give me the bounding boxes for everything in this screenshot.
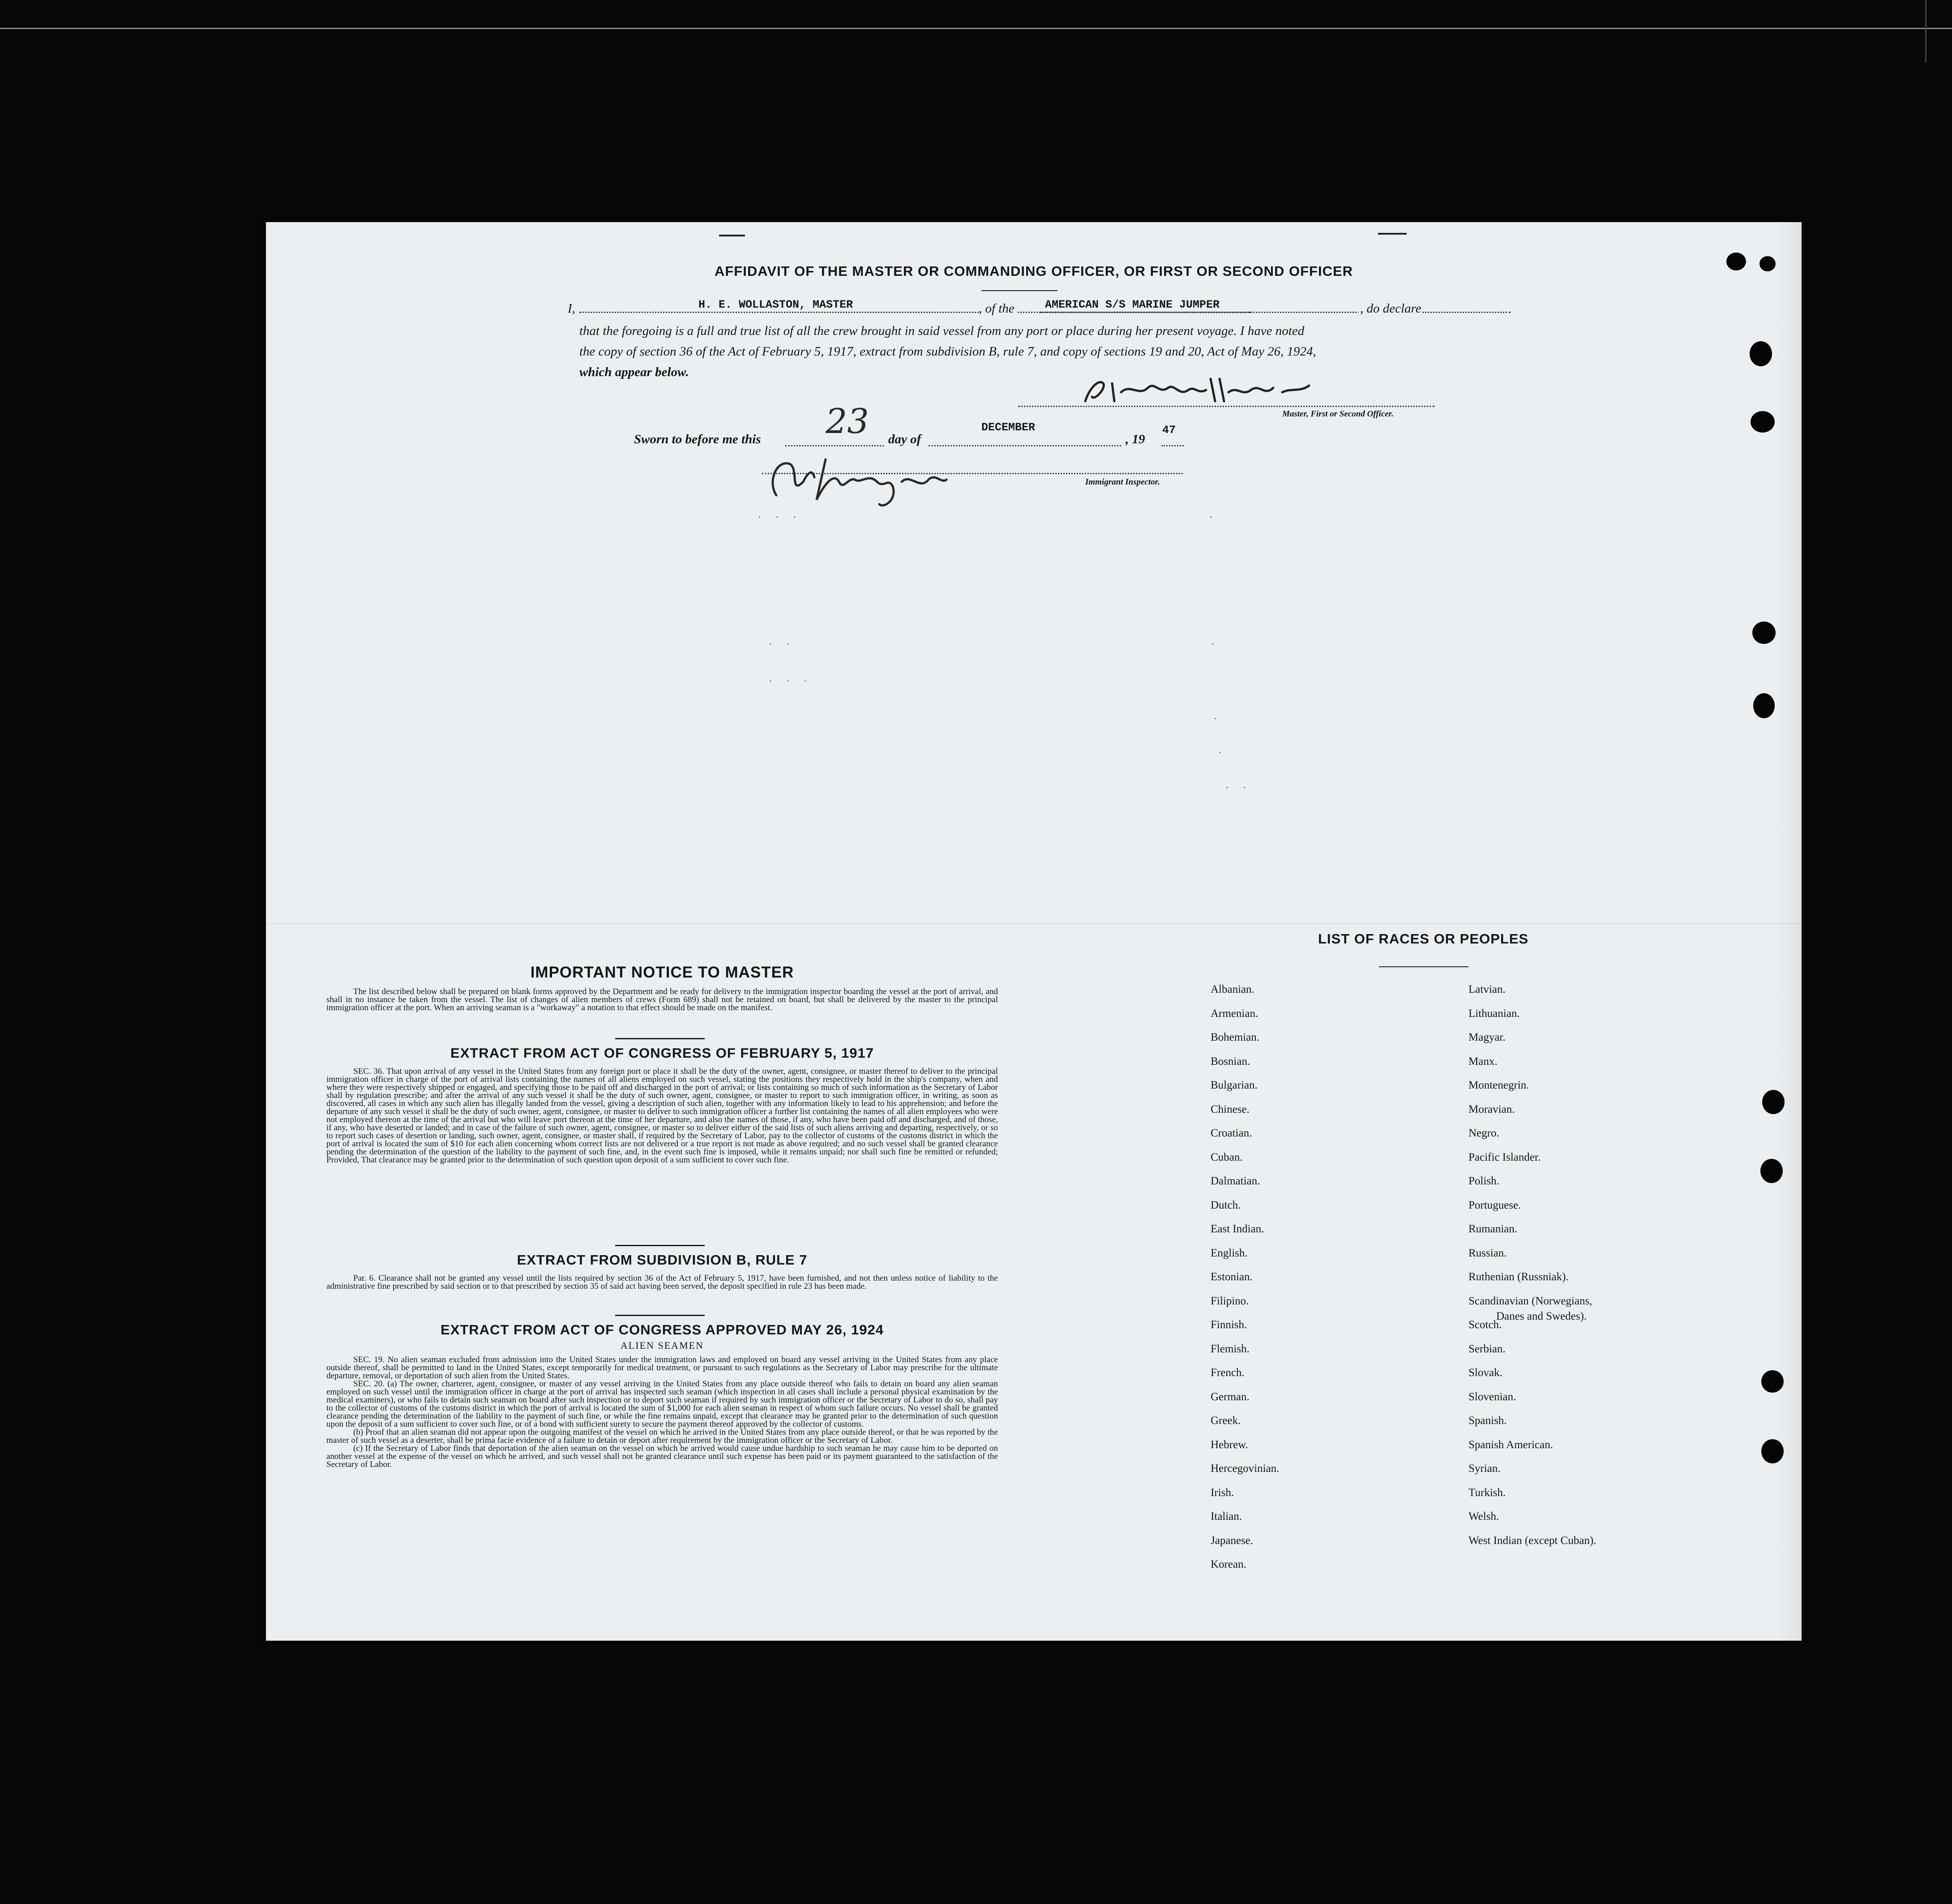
title-rule: [981, 290, 1057, 291]
stray-marks: .: [1214, 710, 1223, 721]
of-the-label: , of the: [979, 298, 1016, 319]
master-signature: [1072, 370, 1340, 410]
race-item: Armenian.: [1211, 1007, 1259, 1020]
race-item: Dutch.: [1211, 1199, 1241, 1211]
notice-section: [326, 964, 998, 1012]
sworn-label: Sworn to before me this: [634, 432, 761, 446]
master-name-field: H. E. WOLLASTON, MASTER: [698, 298, 853, 311]
race-item: Dalmatian.: [1211, 1175, 1260, 1187]
race-item: Danes and Swedes).: [1496, 1310, 1587, 1322]
race-item: Japanese.: [1211, 1534, 1254, 1547]
punch-hole: [1761, 1439, 1784, 1463]
race-item: Korean.: [1211, 1558, 1246, 1570]
stray-marks: .: [1219, 744, 1228, 755]
races-right-column: [1468, 983, 1737, 1565]
vessel-dots: [1040, 312, 1511, 313]
race-item: Bohemian.: [1211, 1031, 1260, 1043]
extract-1924-section: [326, 1322, 998, 1469]
race-item: Finnish.: [1211, 1319, 1247, 1331]
races-rule: [1379, 966, 1468, 967]
race-item: German.: [1211, 1390, 1250, 1403]
stray-marks: . .: [1226, 779, 1252, 790]
extract-1917-text: SEC. 36. That upon arrival of any vessel in the United States from any foreign port or place it shall be the duty of the owner, agent, consignee, or master thereof to deliver to the principal immigration officer in charge of the port of arrival lists containing the names of all aliens employed on such vessel, stating the positions they respectively hold in the ship's company, when and where they were respectively shipped or engaged, and specifying those to be paid off and discharged in the port of arrival; or lists containing so much of such information as the Secretary of Labor shall by regulation prescribe; and after the arrival of any such vessel it shall be the duty of such owner, agent, consignee, or master to report to such immigration officer, in writing, as soon as discovered, all cases in which any such alien has illegally landed from the vessel, giving a description of such alien, together with any information likely to lead to his apprehension; and before the departure of any such vessel it shall be the duty of such owner, agent, consignee, or master to deliver to such immigration officer a further list containing the names of all alien employees who were not employed thereon at the time of the arrival but who will leave port thereon at the time of her departure, and also the names of those, if any, who have been paid off and discharged, and of those, if any, who have deserted or landed; and in case of the failure of such owner, agent, consignee, or master so to deliver either of the said lists of such aliens arriving and departing, respectively, or so to report such cases of desertion or landing, such owner, agent, consignee, or master shall, if required by the Secretary of Labor, pay to the collector of customs of the customs district in which the port of arrival is located the sum of $10 for each alien concerning whom correct lists are not delivered or a true report is not made as above required; and no such vessel shall be granted clearance pending the determination of the question of the liability to the payment of such fine, and, in the event such fine is imposed, while it remains unpaid; nor shall such fine be remitted or refunded; Provided, That clearance may be granted prior to the determination of such question upon deposit of a sum sufficient to cover such fine.: [326, 1067, 998, 1165]
sheet-shade: [1775, 222, 1802, 1641]
race-item: Pacific Islander.: [1468, 1151, 1541, 1163]
race-item: Croatian.: [1211, 1127, 1252, 1139]
scan-frame-top: [0, 28, 1952, 29]
affidavit-title: AFFIDAVIT OF THE MASTER OR COMMANDING OFFICER, OR FIRST OR SECOND OFFICER: [714, 263, 1353, 279]
extract-1917-section: [326, 1045, 998, 1164]
extract-1924-title: EXTRACT FROM ACT OF CONGRESS APPROVED MAY 26, 1924: [441, 1322, 884, 1338]
affidavit-body-line2: the copy of section 36 of the Act of February 5, 1917, extract from subdivision B, rule 7, and copy of sections 19 and 20, Act of May 26, 1924,: [579, 344, 1316, 359]
race-item: Bosnian.: [1211, 1055, 1250, 1068]
race-item: Rumanian.: [1468, 1223, 1518, 1235]
day-of-label: day of: [888, 432, 921, 446]
stray-marks: . .: [769, 636, 796, 647]
inspector-caption: Immigrant Inspector.: [1085, 477, 1160, 487]
top-mark: [1378, 233, 1407, 235]
race-item: Slovak.: [1468, 1367, 1503, 1379]
race-item: Cuban.: [1211, 1151, 1243, 1163]
race-item: Magyar.: [1468, 1031, 1506, 1043]
year-prefix-label: , 19: [1126, 432, 1145, 446]
race-item: Moravian.: [1468, 1103, 1515, 1115]
punch-hole: [1752, 622, 1776, 644]
race-item: Turkish.: [1468, 1486, 1506, 1499]
race-item: Filipino.: [1211, 1295, 1249, 1307]
race-item: Manx.: [1468, 1055, 1498, 1068]
race-item: Hebrew.: [1211, 1438, 1248, 1451]
affidavit-i-label: I,: [568, 301, 575, 316]
punch-hole: [1751, 411, 1775, 433]
race-item: Bulgarian.: [1211, 1079, 1258, 1091]
race-item: Negro.: [1468, 1127, 1499, 1139]
stray-marks: .: [1211, 636, 1220, 647]
section-rule: [615, 1245, 705, 1246]
race-item: Albanian.: [1211, 983, 1254, 995]
races-left-column: [1211, 983, 1479, 1570]
race-item: West Indian (except Cuban).: [1468, 1534, 1597, 1547]
extract-1924-sec20c: (c) If the Secretary of Labor finds that deportation of the alien seaman on the vessel on which he arrived would cause undue hardship to such seaman he may cause him to be deported on another vessel at the expense of the vessel on which he arrived, and such vessel shall not be granted clearance until such expense has been paid or its payment guaranteed to the satisfaction of the Secretary of Labor.: [326, 1444, 998, 1469]
vessel-name-field: AMERICAN S/S MARINE JUMPER: [1045, 298, 1220, 311]
race-item: Polish.: [1468, 1175, 1499, 1187]
race-item: Scandinavian (Norwegians,: [1468, 1295, 1592, 1307]
fold-crease: [266, 923, 1802, 924]
race-item: Portuguese.: [1468, 1199, 1521, 1211]
race-item: Estonian.: [1211, 1271, 1253, 1283]
stray-marks: . . .: [769, 673, 813, 684]
punch-hole: [1761, 1370, 1784, 1393]
race-item: Spanish American.: [1468, 1438, 1553, 1451]
race-item: Russian.: [1468, 1247, 1507, 1259]
race-item: English.: [1211, 1247, 1248, 1259]
punch-hole: [1760, 1159, 1783, 1183]
race-item: Slovenian.: [1468, 1390, 1516, 1403]
extract-1924-sec19: SEC. 19. No alien seaman excluded from admission into the United States under the immigration laws and employed on board any vessel arriving in the United States from any place outside thereof, shall be permitted to land in the United States, except temporarily for medical treatment, or pursuant to such regulations as the Secretary of Labor may prescribe for the ultimate departure, removal, or deportation of such alien from the United States.: [326, 1355, 998, 1381]
extract-1924-sec20b: (b) Proof that an alien seaman did not appear upon the outgoing manifest of the vessel on which he arrived in the United States from any place outside thereof, or that he was reported by the master of such vessel as a deserter, shall be prima facie evidence of a failure to detain or deport after requirement by the immigration officer or the Secretary of Labor.: [326, 1428, 998, 1445]
race-item: Montenegrin.: [1468, 1079, 1529, 1091]
race-item: Spanish.: [1468, 1415, 1507, 1427]
race-item: East Indian.: [1211, 1223, 1264, 1235]
master-caption: Master, First or Second Officer.: [1282, 409, 1394, 419]
extract-1917-title: EXTRACT FROM ACT OF CONGRESS OF FEBRUARY 5, 1917: [450, 1045, 874, 1061]
race-item: Chinese.: [1211, 1103, 1250, 1115]
race-item: Flemish.: [1211, 1342, 1250, 1355]
race-item: Ruthenian (Russniak).: [1468, 1271, 1569, 1283]
punch-hole: [1762, 1090, 1785, 1114]
race-item: Welsh.: [1468, 1510, 1499, 1522]
race-item: French.: [1211, 1367, 1245, 1379]
punch-hole: [1750, 341, 1772, 366]
stray-marks: .: [1210, 509, 1219, 520]
section-rule: [615, 1038, 705, 1039]
affidavit-body-line1: that the foregoing is a full and true list of all the crew brought in said vessel from any port or place during her present voyage. I have noted: [579, 324, 1305, 338]
race-item: Latvian.: [1468, 983, 1506, 995]
form-sheet: [266, 222, 1802, 1641]
affidavit-body-line3: which appear below.: [579, 365, 689, 379]
race-item: Greek.: [1211, 1415, 1241, 1427]
extract-rule7-text: Par. 6. Clearance shall not be granted any vessel until the lists required by section 36 of the Act of February 5, 1917, have been furnished, and not then unless notice of liability to the administrative fine prescribed by said section or to that prescribed by section 35 of said act having been served, the deposit specified in rule 23 has been made.: [326, 1274, 998, 1291]
sworn-month-field: DECEMBER: [981, 421, 1036, 434]
race-item: Syrian.: [1468, 1462, 1501, 1475]
extract-rule7-title: EXTRACT FROM SUBDIVISION B, RULE 7: [517, 1252, 808, 1268]
race-item: Hercegovinian.: [1211, 1462, 1280, 1475]
extract-1924-sec20a: SEC. 20. (a) The owner, charterer, agent, consignee, or master of any vessel arriving in the United States from any place outside thereof who fails to detain on board any alien seaman employed on such vessel until the immigration officer in charge at the port of arrival has inspected such seaman (which inspection in all cases shall include a personal physical examination by the medical examiners), or who fails to detain such seaman on board after such inspection or to deport such seaman if required by such immigration officer or the Secretary of Labor to do so, shall pay to the collector of customs of the customs district in which the port of arrival is located the sum of $1,000 for each alien seaman in respect of whom such failure occurs. No vessel shall be granted clearance pending the determination of the liability to the payment of such fine, or while the fine remains unpaid, except that clearance may be granted prior to the determination of such question upon the deposit of a sum sufficient to cover such fine, or of a bond with sufficient surety to secure the payment thereof approved by the collector of customs.: [326, 1379, 998, 1429]
races-title: LIST OF RACES OR PEOPLES: [1318, 931, 1529, 947]
do-declare-label: , do declare: [1358, 298, 1421, 319]
race-item: Italian.: [1211, 1510, 1242, 1522]
scan-frame-right: [1925, 0, 1926, 63]
race-item: Scotch.: [1468, 1319, 1502, 1331]
race-item: Serbian.: [1468, 1342, 1506, 1355]
race-item: Irish.: [1211, 1486, 1234, 1499]
stray-marks: . . .: [758, 509, 802, 520]
punch-hole: [1753, 693, 1775, 718]
sworn-year-field: 47: [1162, 424, 1176, 437]
notice-title: IMPORTANT NOTICE TO MASTER: [530, 964, 794, 981]
top-mark: [719, 235, 745, 236]
notice-text: The list described below shall be prepared on blank forms approved by the Department and be ready for delivery to the immigration inspector boarding the vessel at the port of arrival, and shall in no instance be taken from the vessel. The list of changes of alien members of crews (Form 689) shall not be retained on board, but shall be delivered by the master to the principal immigration officer at the port. When an arriving seaman is a "workaway" a notation to that effect should be made on the manifest.: [326, 987, 998, 1012]
extract-1924-subtitle: ALIEN SEAMEN: [621, 1340, 704, 1351]
sworn-day-field: 23: [826, 401, 869, 441]
race-item: Lithuanian.: [1468, 1007, 1520, 1020]
extract-rule7-section: [326, 1252, 998, 1291]
inspector-signature: [758, 442, 991, 513]
sworn-year-dots: [1161, 445, 1184, 446]
section-rule: [615, 1315, 705, 1316]
